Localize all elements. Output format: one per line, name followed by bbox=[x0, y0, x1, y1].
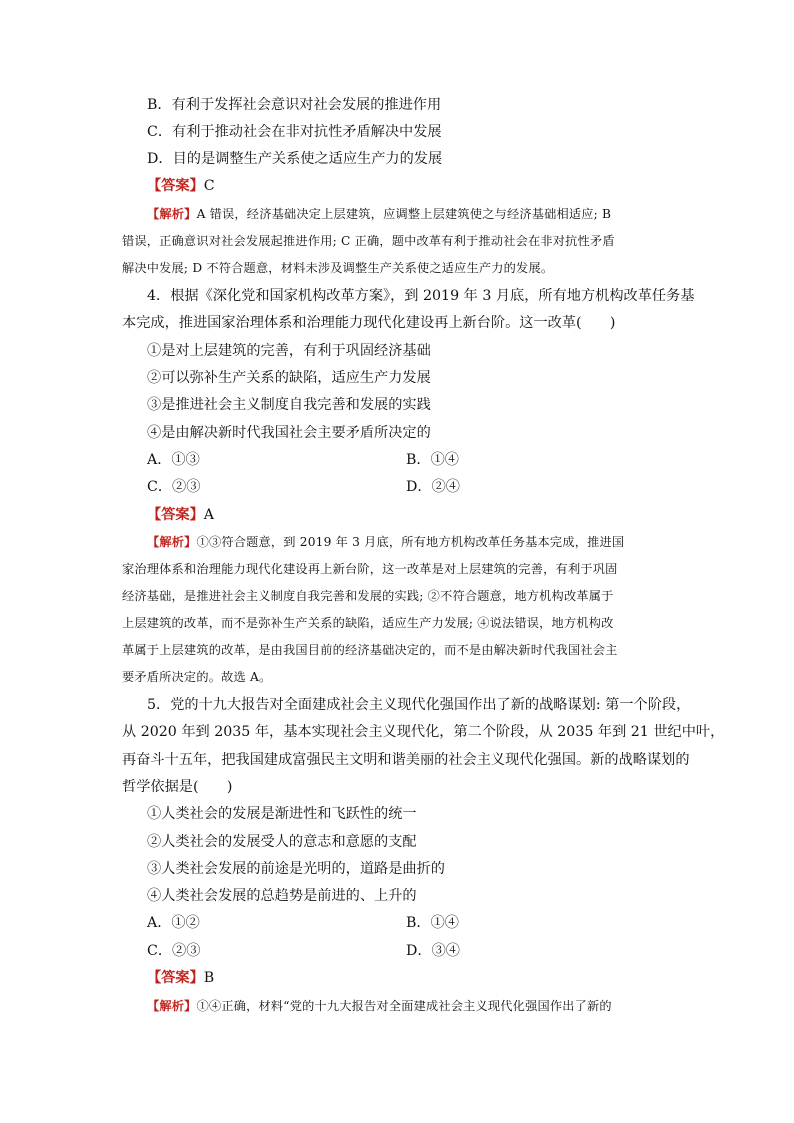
q3-answer bbox=[147, 177, 215, 195]
q4-analysis-line-5: 革属于上层建筑的改革，是由我国目前的经济基础决定的，而不是由解决新时代我国社会主 bbox=[122, 643, 618, 657]
analysis-tag: 【解析】 bbox=[147, 535, 197, 549]
q4-statement-2: ②可以弥补生产关系的缺陷，适应生产力发展 bbox=[147, 370, 431, 386]
q3-option-c: C．有利于推动社会在非对抗性矛盾解决中发展 bbox=[147, 124, 442, 140]
q4-option-a: A．①③ bbox=[147, 452, 200, 468]
q4-statement-3: ③是推进社会主义制度自我完善和发展的实践 bbox=[147, 397, 431, 413]
answer-tag: 【答案】 bbox=[147, 507, 204, 523]
q4-option-c: C．②③ bbox=[147, 479, 201, 495]
answer-tag: 【答案】 bbox=[147, 178, 204, 194]
q5-statement-4: ④人类社会发展的总趋势是前进的、上升的 bbox=[147, 888, 417, 904]
q3-option-d: D．目的是调整生产关系使之适应生产力的发展 bbox=[147, 151, 443, 167]
q4-analysis-line-4: 上层建筑的改革，而不是弥补生产关系的缺陷，适应生产力发展; ④说法错误，地方机构改 bbox=[122, 616, 614, 630]
q5-statement-3: ③人类社会发展的前途是光明的，道路是曲折的 bbox=[147, 861, 445, 877]
answer-value: B bbox=[203, 970, 215, 986]
q5-stem-line-2: 从 2020 年到 2035 年，基本实现社会主义现代化，第二个阶段，从 2035 年到 21 世纪中叶， bbox=[122, 724, 725, 740]
q5-option-b: B．①④ bbox=[406, 915, 459, 931]
answer-value: A bbox=[203, 507, 215, 523]
q5-statement-2: ②人类社会的发展受人的意志和意愿的支配 bbox=[147, 834, 417, 850]
q5-option-d: D．③④ bbox=[406, 943, 460, 959]
q3-analysis-line-1: 【解析】A 错误，经济基础决定上层建筑，应调整上层建筑使之与经济基础相适应; B bbox=[147, 207, 612, 221]
q4-stem-line-1: 4．根据《深化党和国家机构改革方案》，到 2019 年 3 月底，所有地方机构改革任务基 bbox=[147, 288, 695, 304]
q4-answer bbox=[147, 506, 214, 524]
q5-statement-1: ①人类社会的发展是渐进性和飞跃性的统一 bbox=[147, 806, 417, 822]
q3-option-b: B．有利于发挥社会意识对社会发展的推进作用 bbox=[147, 97, 442, 113]
q4-stem-line-2: 本完成，推进国家治理体系和治理能力现代化建设再上新台阶。这一改革( ) bbox=[122, 315, 616, 331]
q5-stem-line-1: 5．党的十九大报告对全面建成社会主义现代化强国作出了新的战略谋划: 第一个阶段， bbox=[147, 697, 691, 713]
q5-stem-line-4: 哲学依据是( ) bbox=[122, 779, 233, 795]
q3-analysis-line-3: 解决中发展; D 不符合题意，材料未涉及调整生产关系使之适应生产力的发展。 bbox=[122, 261, 554, 275]
q5-option-c: C．②③ bbox=[147, 943, 201, 959]
q5-stem-line-3: 再奋斗十五年，把我国建成富强民主文明和谐美丽的社会主义现代化强国。新的战略谋划的 bbox=[122, 752, 690, 768]
q4-option-b: B．①④ bbox=[406, 452, 459, 468]
answer-value: C bbox=[203, 178, 215, 194]
q4-statement-1: ①是对上层建筑的完善，有利于巩固经济基础 bbox=[147, 343, 431, 359]
q4-analysis-line-1: 【解析】①③符合题意，到 2019 年 3 月底，所有地方机构改革任务基本完成，推进国 bbox=[147, 535, 625, 549]
q5-analysis-line-1: 【解析】①④正确，材料“党的十九大报告对全面建成社会主义现代化强国作出了新的 bbox=[147, 999, 612, 1013]
q4-analysis-line-2: 家治理体系和治理能力现代化建设再上新台阶，这一改革是对上层建筑的完善，有利于巩固 bbox=[122, 562, 618, 576]
q4-analysis-line-3: 经济基础，是推进社会主义制度自我完善和发展的实践; ②不符合题意，地方机构改革属于 bbox=[122, 589, 614, 603]
analysis-tag: 【解析】 bbox=[147, 207, 197, 221]
q4-statement-4: ④是由解决新时代我国社会主要矛盾所决定的 bbox=[147, 425, 431, 441]
analysis-tag: 【解析】 bbox=[147, 999, 197, 1013]
answer-tag: 【答案】 bbox=[147, 970, 204, 986]
q4-option-d: D．②④ bbox=[406, 479, 460, 495]
q4-analysis-line-6: 要矛盾所决定的。故选 A。 bbox=[122, 670, 272, 684]
q5-answer bbox=[147, 969, 214, 987]
q5-option-a: A．①② bbox=[147, 915, 200, 931]
q3-analysis-line-2: 错误，正确意识对社会发展起推进作用; C 正确，题中改革有利于推动社会在非对抗性矛盾 bbox=[122, 234, 615, 248]
